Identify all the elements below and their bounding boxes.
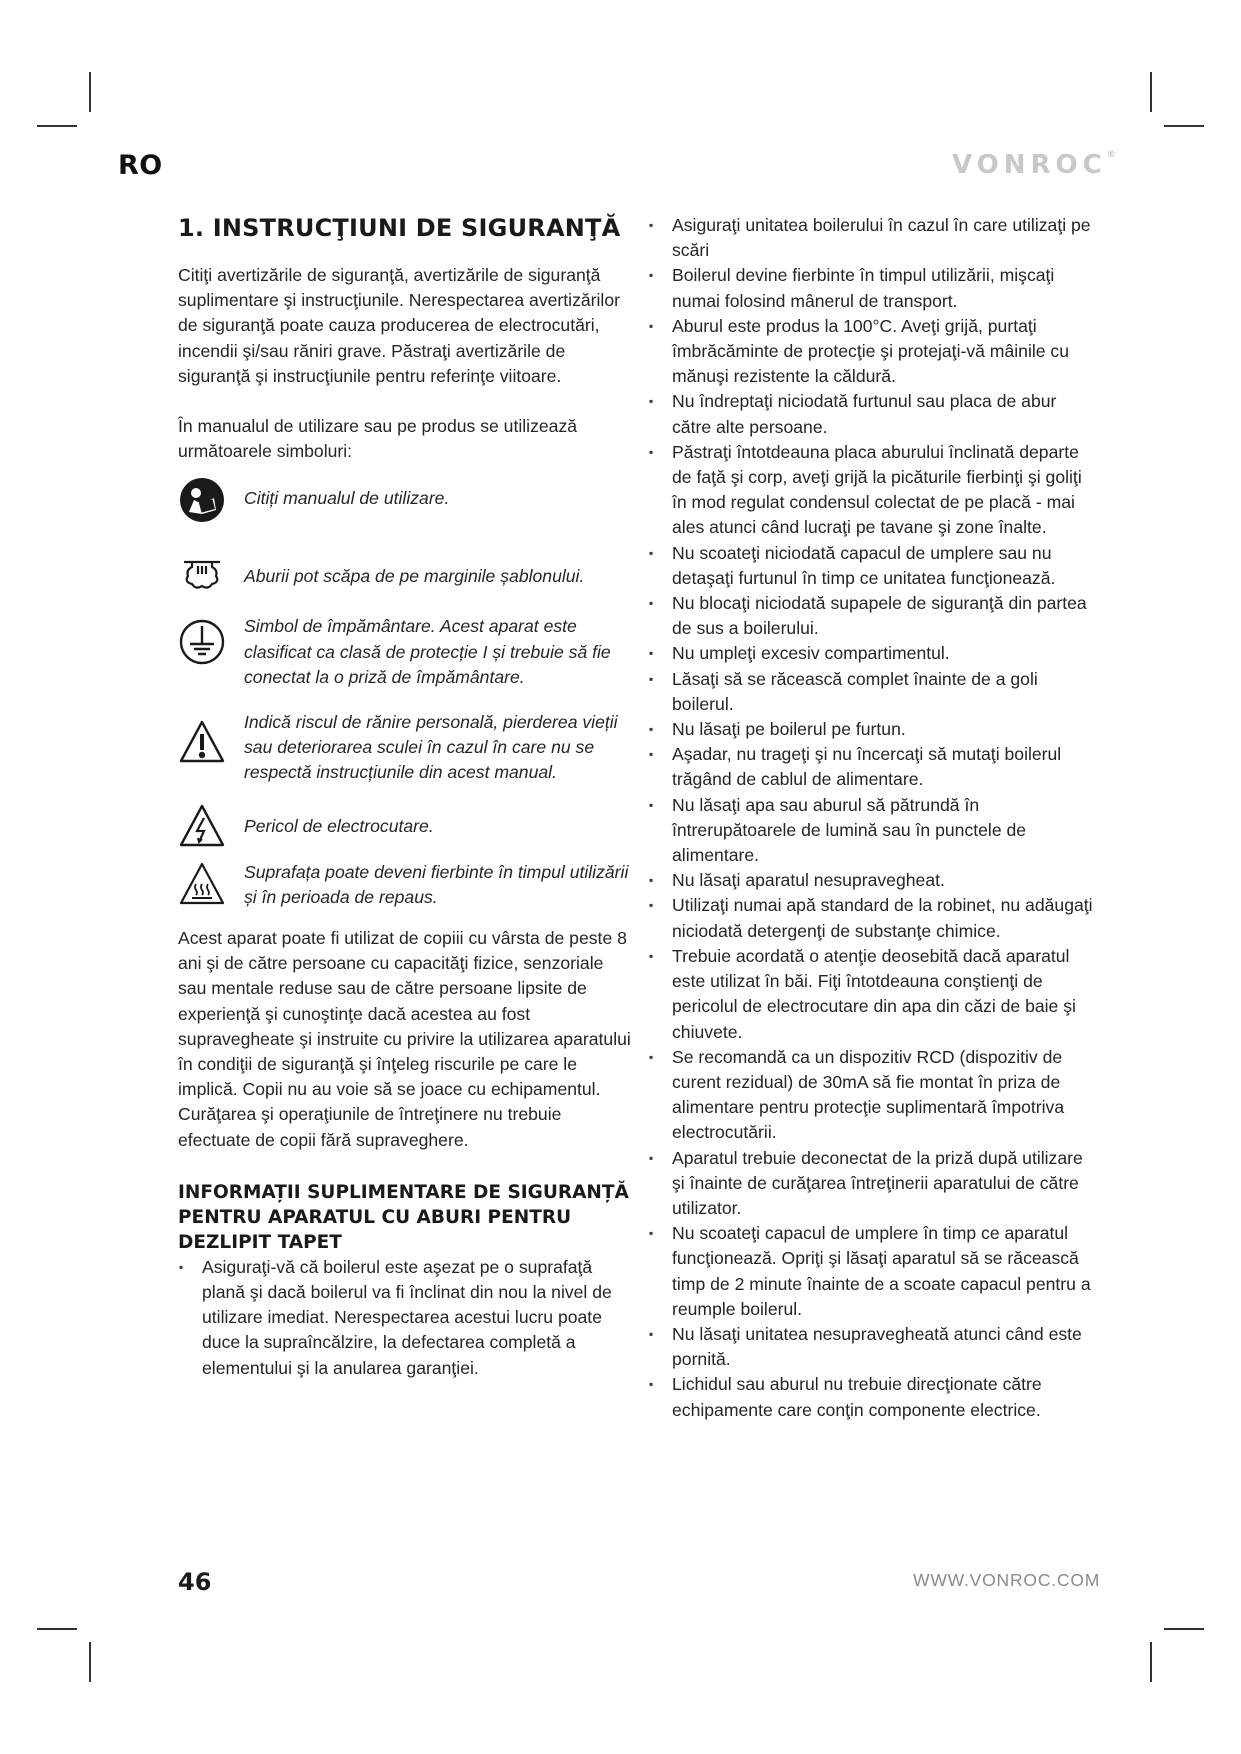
list-item: ▪ Nu îndreptaţi niciodată furtunul sau placa de abur către alte persoane. [648, 389, 1098, 439]
symbol-text: Aburii pot scăpa de pe marginile șablonului. [244, 566, 585, 587]
symbol-row [178, 710, 636, 786]
list-item: ▪ Nu blocaţi niciodată supapele de siguranţă din partea de sus a boilerului. [648, 591, 1098, 641]
crop-mark [1164, 1628, 1204, 1630]
symbol-text: Citiți manualul de utilizare. [244, 488, 450, 509]
symbol-text: Indică riscul de rănire personală, pierderea vieții sau deteriorarea sculei în cazul în care nu se respectă instrucțiunile din acest manual. [244, 712, 618, 783]
list-item: ▪ Asiguraţi unitatea boilerului în cazul în care utilizaţi pe scări [648, 213, 1098, 263]
list-item: ▪ Aparatul trebuie deconectat de la priză după utilizare şi înainte de curăţarea întreţinerii aparatului de către utilizator. [648, 1146, 1098, 1222]
list-item: ▪ Păstraţi întotdeauna placa aburului înclinată departe de faţă şi corp, aveţi grijă la picăturile fierbinţi şi goliţi în mod regulat condensul colectat de pe placă - mai ales atunci când lucraţi pe tavane şi zone înalte. [648, 440, 1098, 541]
read-manual-icon [178, 476, 228, 526]
hot-surface-icon [178, 860, 228, 910]
symbol-row [178, 476, 636, 526]
crop-mark [1164, 125, 1204, 127]
crop-mark [1150, 72, 1152, 112]
list-item: ▪ Utilizaţi numai apă standard de la robinet, nu adăugaţi niciodată detergenţi de substanţe chimice. [648, 893, 1098, 943]
symbol-text: Pericol de electrocutare. [244, 815, 434, 836]
language-code: RO [118, 150, 163, 181]
list-item: ▪ Nu lăsaţi unitatea nesupravegheată atunci când este pornită. [648, 1322, 1098, 1372]
brand-mark: ® [1106, 150, 1116, 160]
symbol-row [178, 614, 636, 690]
crop-mark [1150, 1642, 1152, 1682]
list-item: ▪ Boilerul devine fierbinte în timpul utilizării, mişcaţi numai folosind mânerul de transport. [648, 263, 1098, 313]
subsection-title: INFORMAȚII SUPLIMENTARE DE SIGURANȚĂ PENTRU APARATUL CU ABURI PENTRU DEZLIPIT TAPET [178, 1181, 629, 1253]
children-paragraph: Acest aparat poate fi utilizat de copiii cu vârsta de peste 8 ani şi de către persoane cu capacităţi fizice, senzoriale sau mentale reduse sau de către persoane lipsite de experienţă şi cunoştinţe dacă acestea au fost supravegheate şi instruite cu privire la utilizarea aparatului în condiţii de siguranţă şi înţeleg riscurile pe care le implică. Copii nu au voie să se joace cu echipamentul. Curăţarea şi operaţiunile de întreţinere nu trebuie efectuate de copii fără supraveghere. [178, 928, 631, 1150]
website-url[interactable]: WWW.VONROC.COM [913, 1570, 1101, 1590]
list-item: ▪ Trebuie acordată o atenţie deosebită dacă aparatul este utilizat în băi. Fiţi întotdeauna conştienţi de pericolul de electrocutare din apa din căzi de baie şi chiuvete. [648, 944, 1098, 1045]
brand-logo [952, 150, 1116, 180]
list-item: ▪ Aşadar, nu trageţi şi nu încercaţi să mutaţi boilerul trăgând de cablul de alimentare. [648, 742, 1098, 792]
list-item: ▪ Aburul este produs la 100°C. Aveţi grijă, purtaţi îmbrăcăminte de protecţie şi protejaţi-vă mâinile cu mănuşi rezistente la căldură. [648, 314, 1098, 390]
crop-mark [89, 72, 91, 112]
electric-shock-icon [178, 802, 228, 852]
symbol-text: Suprafața poate deveni fierbinte în timpul utilizării și în perioada de repaus. [244, 861, 629, 907]
right-column [648, 213, 1098, 1423]
crop-mark [89, 1642, 91, 1682]
symbol-row [178, 860, 636, 910]
brand-name: VONROC [952, 150, 1107, 180]
earth-ground-icon [178, 614, 228, 668]
left-bullet-list [178, 1255, 636, 1381]
crop-mark [37, 125, 77, 127]
right-bullet-list [648, 213, 1098, 1423]
symbols-intro: În manualul de utilizare sau pe produs se utilizează următoarele simboluri: [178, 416, 578, 462]
list-item: ▪ Nu lăsaţi pe boilerul pe furtun. [648, 717, 1098, 742]
page-number: 46 [178, 1568, 212, 1596]
steam-escape-icon [178, 552, 228, 602]
list-item: ▪ Asiguraţi-vă că boilerul este aşezat pe o suprafaţă plană şi dacă boilerul va fi înclinat din nou la nivel de utilizare imediat. Nerespectarea acestui lucru poate duce la supraîncălzire, la defectarea completă a elementului şi la anularea garanţiei. [178, 1255, 636, 1381]
warning-icon [178, 710, 228, 768]
list-item: ▪ Nu scoateţi capacul de umplere în timp ce aparatul funcţionează. Opriţi şi lăsaţi aparatul să se răcească timp de 2 minute înainte de a scoate capacul pentru a reumple boilerul. [648, 1221, 1098, 1322]
intro-paragraph: Citiţi avertizările de siguranţă, avertizările de siguranţă suplimentare şi instrucţiunile. Nerespectarea avertizărilor de siguranţă poate cauza producerea de electrocutări, incendii şi/sau răniri grave. Păstraţi avertizările de siguranţă şi instrucţiunile pentru referinţe viitoare. [178, 265, 620, 386]
section-title: 1. INSTRUCŢIUNI DE SIGURANŢĂ [178, 214, 621, 242]
list-item: ▪ Nu umpleţi excesiv compartimentul. [648, 641, 1098, 666]
list-item: ▪ Se recomandă ca un dispozitiv RCD (dispozitiv de curent rezidual) de 30mA să fie montat în priza de alimentare pentru protecţie suplimentară împotriva electrocutării. [648, 1045, 1098, 1146]
crop-mark [37, 1628, 77, 1630]
list-item: ▪ Lichidul sau aburul nu trebuie direcţionate către echipamente care conţin componente electrice. [648, 1372, 1098, 1422]
list-item: ▪ Nu lăsaţi apa sau aburul să pătrundă în întrerupătoarele de lumină sau în punctele de alimentare. [648, 793, 1098, 869]
list-item: ▪ Lăsaţi să se răcească complet înainte de a goli boilerul. [648, 667, 1098, 717]
list-item: ▪ Nu lăsaţi aparatul nesupravegheat. [648, 868, 1098, 893]
symbol-list [178, 476, 636, 910]
list-item: ▪ Nu scoateţi niciodată capacul de umplere sau nu detaşaţi furtunul în timp ce unitatea funcţionează. [648, 541, 1098, 591]
symbol-text: Simbol de împământare. Acest aparat este clasificat ca clasă de protecție I și trebuie să fie conectat la o priză de împământare. [244, 616, 611, 687]
symbol-row [178, 552, 636, 602]
symbol-row [178, 802, 636, 852]
left-column [178, 213, 636, 1381]
